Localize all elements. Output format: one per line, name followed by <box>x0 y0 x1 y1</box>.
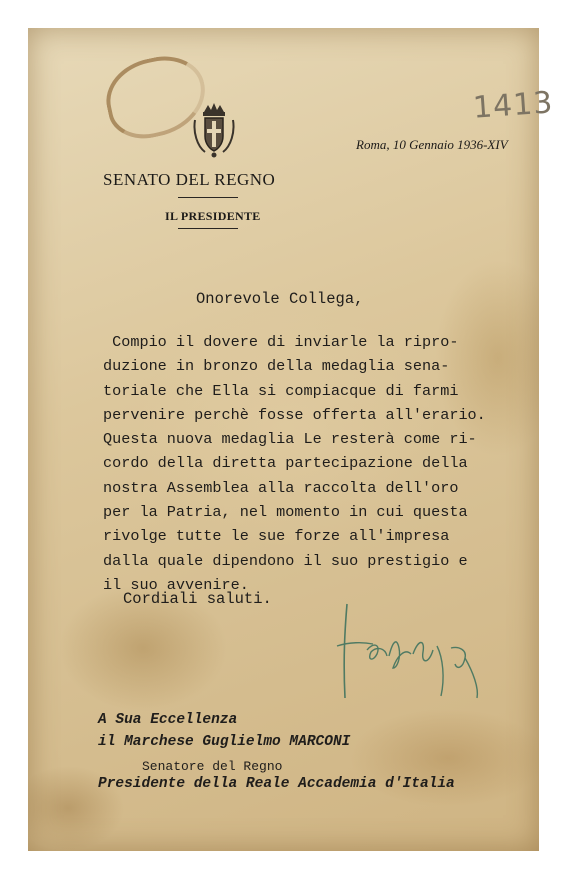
letterhead-title: SENATO DEL REGNO <box>103 170 276 189</box>
letter-body <box>103 330 523 597</box>
closing: Cordiali saluti. <box>123 590 272 608</box>
addressee-line-3: Senatore del Regno <box>142 759 283 774</box>
body-line: cordo della diretta partecipazione della <box>103 454 468 473</box>
signature-text: Federzoni <box>333 598 337 599</box>
body-line: Questa nuova medaglia Le resterà come ri- <box>103 430 477 449</box>
addressee-line-1: A Sua Eccellenza <box>98 712 238 728</box>
addressee-line-2: il Marchese Guglielmo MARCONI <box>98 734 351 750</box>
letterhead-subtitle: IL PRESIDENTE <box>165 209 261 223</box>
archive-number: 1413 <box>471 85 555 126</box>
body-line: Compio il dovere di inviarle la ripro- <box>103 333 459 351</box>
date-line: Roma, 10 Gennaio 1936-XIV <box>356 137 508 152</box>
body-line: nostra Assemblea alla raccolta dell'oro <box>103 478 459 497</box>
body-line: duzione in bronzo della medaglia sena- <box>103 357 450 376</box>
salutation: Onorevole Collega, <box>196 290 364 308</box>
letter-page <box>28 28 555 851</box>
body-line: per la Patria, nel momento in cui questa <box>103 503 468 522</box>
addressee-line-4: Presidente della Reale Accademia d'Italia <box>98 776 455 792</box>
handwritten-signature <box>333 598 493 708</box>
body-line: dalla quale dipendono il suo prestigio e <box>103 551 468 570</box>
body-line: toriale che Ella si compiacque di farmi <box>103 381 459 400</box>
body-line: pervenire perchè fosse offerta all'erario. <box>103 405 486 424</box>
crown-coat-of-arms-icon <box>191 102 237 158</box>
divider <box>178 228 238 229</box>
body-line: il suo avvenire. <box>103 575 249 594</box>
divider <box>178 197 238 198</box>
body-line: rivolge tutte le sue forze all'impresa <box>103 527 450 546</box>
